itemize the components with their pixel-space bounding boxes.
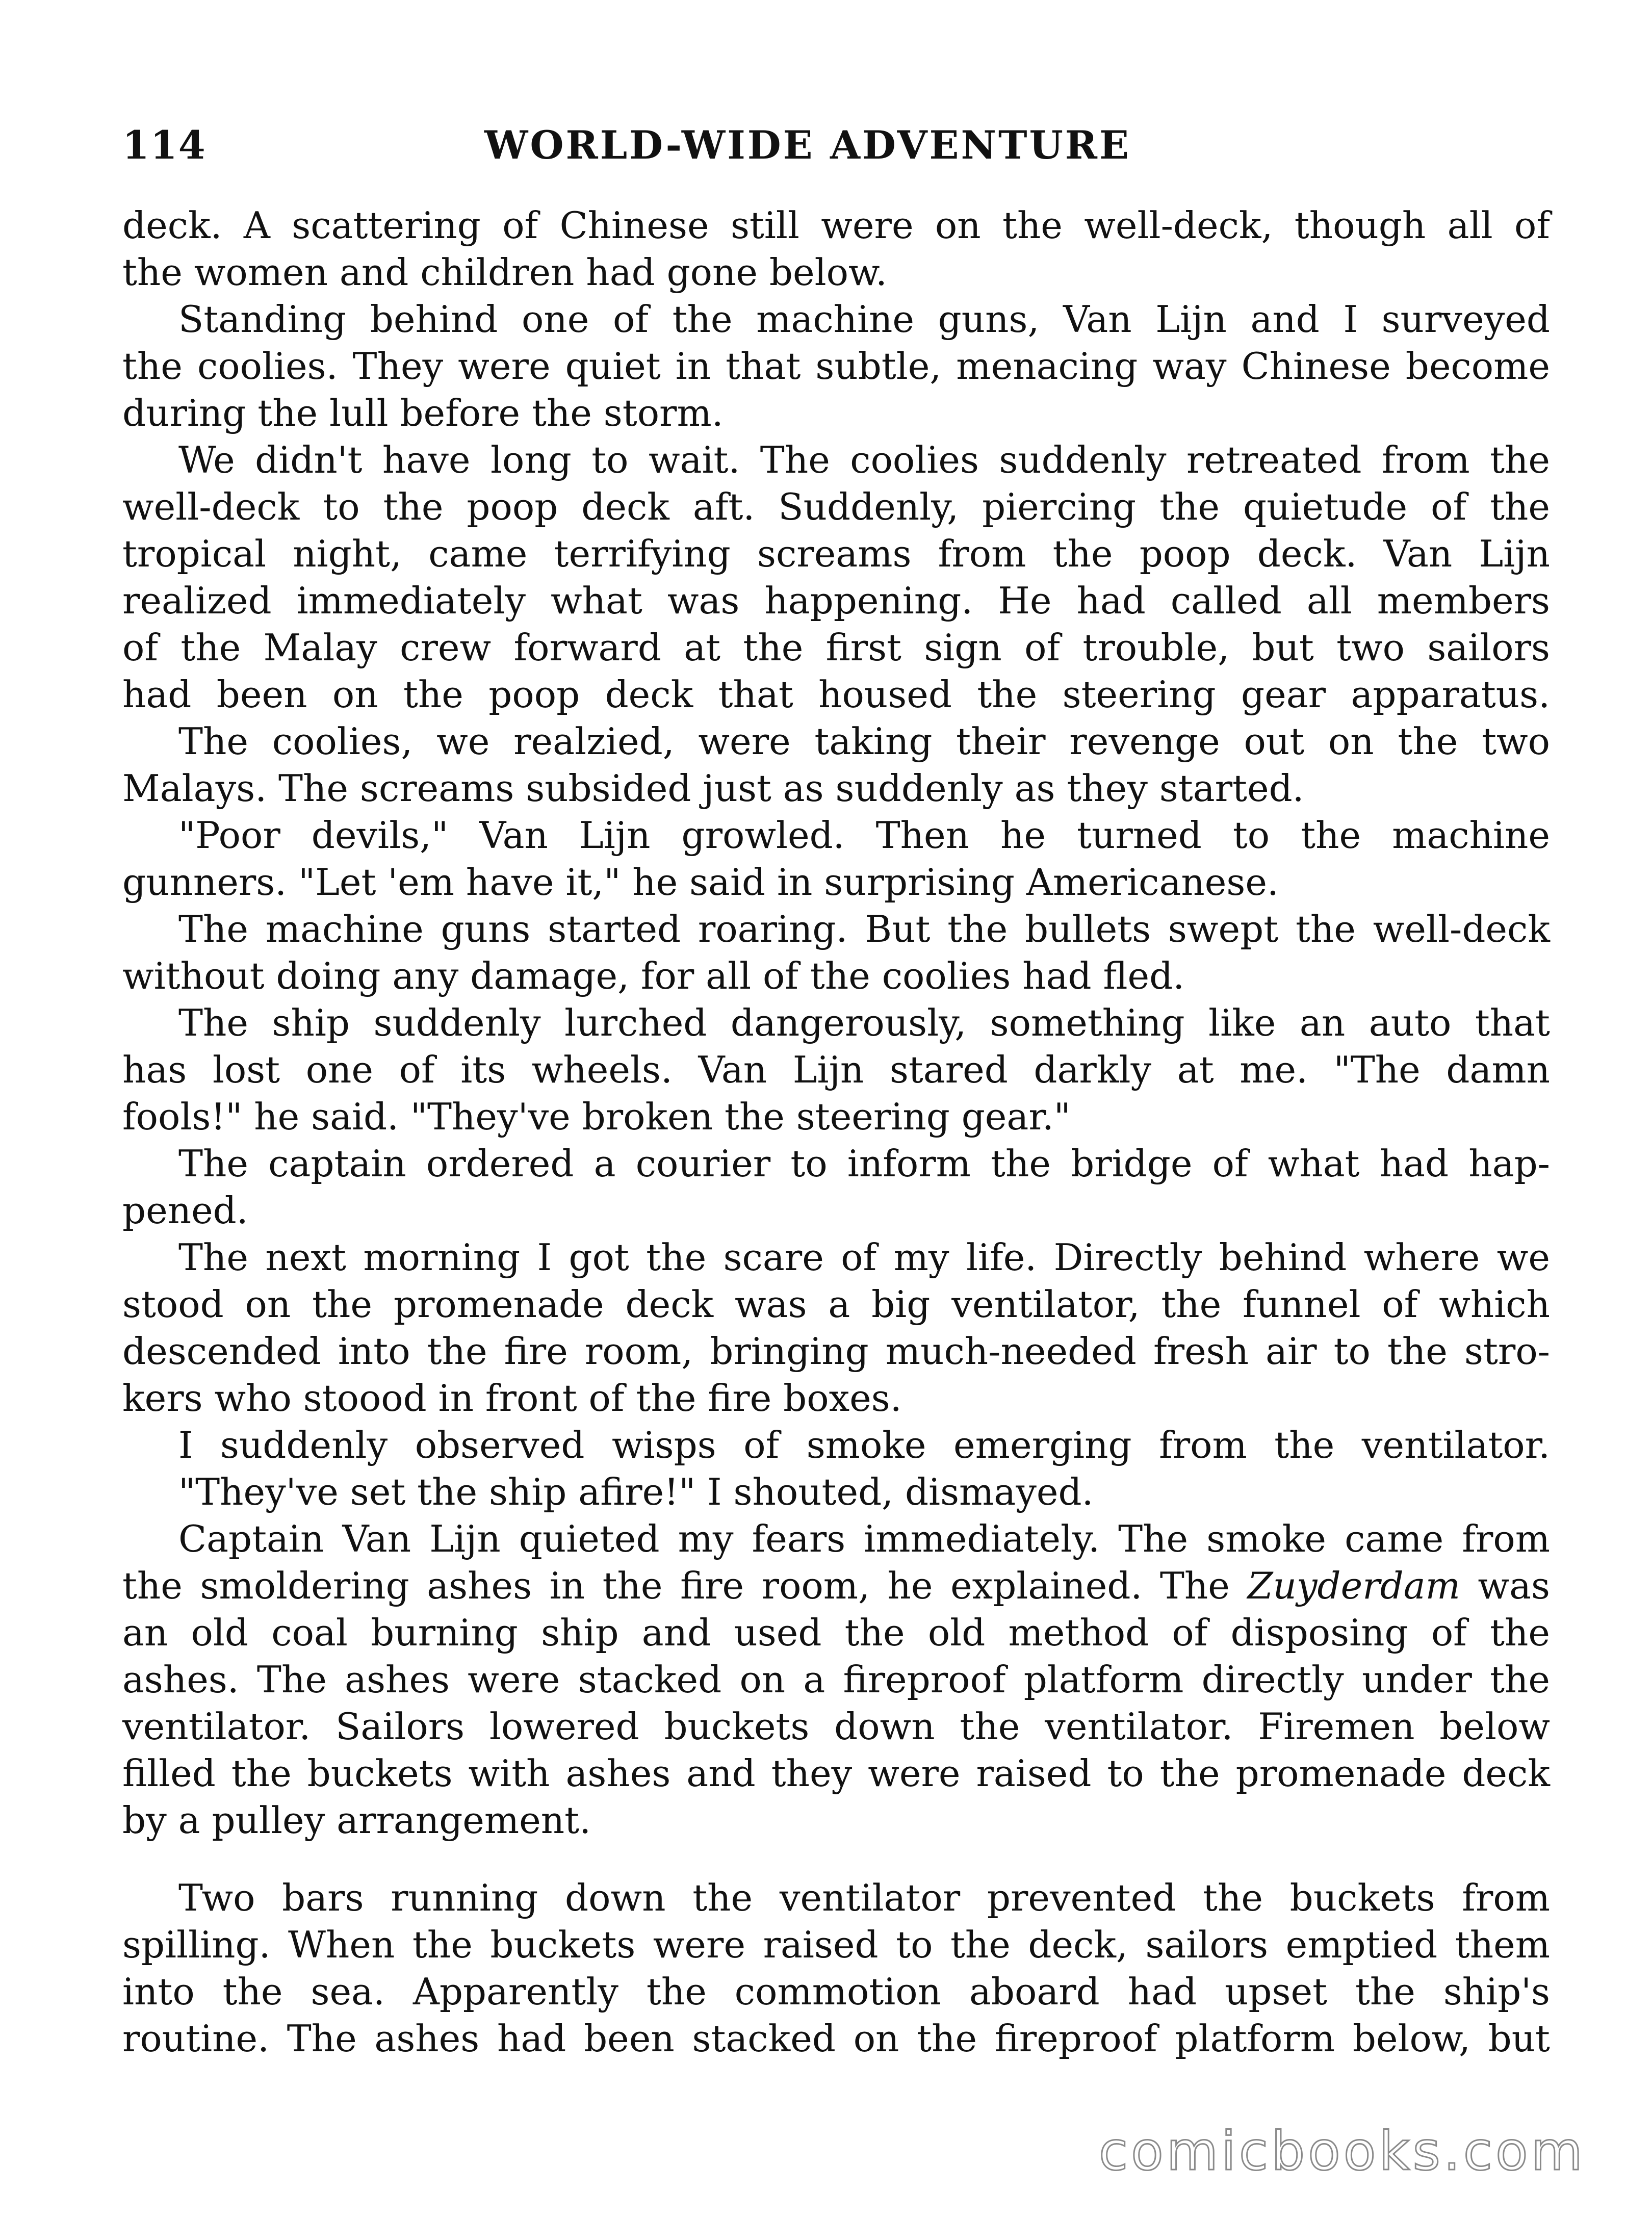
text-line: We didn't have long to wait. The coolies suddenly retreated from the bbox=[178, 439, 1550, 481]
text-line: Two bars running down the ventilator prevented the buckets from bbox=[178, 1876, 1550, 1919]
watermark: comicbooks.com bbox=[1098, 2120, 1586, 2182]
page-number: 114 bbox=[122, 122, 206, 168]
text-line: The next morning I got the scare of my life. Directly behind where we bbox=[178, 1236, 1550, 1279]
text-line: spilling. When the buckets were raised to the deck, sailors emptied them bbox=[122, 1923, 1550, 1966]
text-line: gunners. "Let 'em have it," he said in surprising Americanese. bbox=[122, 861, 1279, 904]
page-header bbox=[122, 122, 1540, 178]
ship-name: Zuyderdam bbox=[1247, 1564, 1460, 1607]
text-line: realized immediately what was happening. He had called all members bbox=[122, 579, 1550, 622]
text-line: filled the buckets with ashes and they were raised to the promenade deck bbox=[122, 1752, 1550, 1795]
body-text bbox=[122, 202, 1550, 2062]
text-line: The machine guns started roaring. But the bullets swept the well-deck bbox=[178, 908, 1550, 950]
text-line: fools!" he said. "They've broken the steering gear." bbox=[122, 1095, 1071, 1138]
text-line: by a pulley arrangement. bbox=[122, 1799, 591, 1842]
text-line: "They've set the ship afire!" I shouted, dismayed. bbox=[178, 1471, 1094, 1513]
text-line: well-deck to the poop deck aft. Suddenly, piercing the quietude of the bbox=[122, 485, 1550, 528]
text-line: of the Malay crew forward at the first sign of trouble, but two sailors bbox=[122, 626, 1550, 669]
text-segment: the smoldering ashes in the fire room, he explained. The bbox=[122, 1564, 1248, 1607]
text-line: deck. A scattering of Chinese still were on the well-deck, though all of bbox=[122, 204, 1550, 247]
text-line: tropical night, came terrifying screams from the poop deck. Van Lijn bbox=[122, 532, 1550, 575]
text-line: Standing behind one of the machine guns, Van Lijn and I surveyed bbox=[178, 298, 1550, 341]
text-line: routine. The ashes had been stacked on the fireproof platform below, but bbox=[122, 2017, 1550, 2060]
text-line: without doing any damage, for all of the coolies had fled. bbox=[122, 955, 1185, 997]
text-line: I suddenly observed wisps of smoke emerging from the ventilator. bbox=[178, 1424, 1550, 1466]
paragraph-gap bbox=[122, 1844, 1550, 1874]
text-line: the coolies. They were quiet in that subtle, menacing way Chinese become bbox=[122, 345, 1550, 388]
text-line: The ship suddenly lurched dangerously, something like an auto that bbox=[178, 1001, 1550, 1044]
running-head: WORLD-WIDE ADVENTURE bbox=[484, 122, 1131, 168]
text-line: ashes. The ashes were stacked on a fireproof platform directly under the bbox=[122, 1658, 1550, 1701]
text-segment: was bbox=[1460, 1564, 1551, 1607]
text-line: Malays. The screams subsided just as suddenly as they started. bbox=[122, 767, 1304, 810]
text-line: during the lull before the storm. bbox=[122, 392, 724, 434]
text-line: ventilator. Sailors lowered buckets down the ventilator. Firemen below bbox=[122, 1705, 1550, 1748]
text-line: kers who stoood in front of the fire boxes. bbox=[122, 1377, 902, 1420]
text-line: stood on the promenade deck was a big ventilator, the funnel of which bbox=[122, 1283, 1550, 1326]
text-line: The captain ordered a courier to inform the bridge of what had hap- bbox=[178, 1142, 1550, 1185]
text-line: The coolies, we realzied, were taking their revenge out on the two bbox=[178, 720, 1550, 763]
text-line: "Poor devils," Van Lijn growled. Then he turned to the machine bbox=[178, 814, 1550, 857]
text-line: Captain Van Lijn quieted my fears immediately. The smoke came from bbox=[178, 1517, 1550, 1560]
text-line: had been on the poop deck that housed the steering gear apparatus. bbox=[122, 673, 1550, 716]
text-line bbox=[122, 1562, 1550, 1609]
text-line: has lost one of its wheels. Van Lijn stared darkly at me. "The damn bbox=[122, 1048, 1550, 1091]
text-line: into the sea. Apparently the commotion aboard had upset the ship's bbox=[122, 1970, 1550, 2013]
text-line: an old coal burning ship and used the old method of disposing of the bbox=[122, 1611, 1550, 1654]
text-line: descended into the fire room, bringing much-needed fresh air to the stro- bbox=[122, 1330, 1550, 1373]
text-line: pened. bbox=[122, 1189, 248, 1232]
text-line: the women and children had gone below. bbox=[122, 251, 887, 294]
